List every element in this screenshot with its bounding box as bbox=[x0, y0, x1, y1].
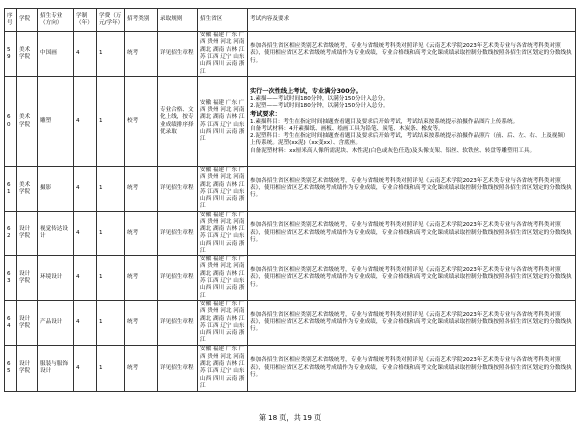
cell-seq: 61 bbox=[5, 167, 17, 212]
cell-duration: 4 bbox=[74, 345, 97, 391]
exam-title: 实行一次性线上考试，专业满分300分。 bbox=[250, 88, 362, 95]
cell-exam bbox=[248, 77, 576, 167]
cell-exam: 参加各招生省区相应类别艺术省级统考，专业与省级统考科类对照详见《云南艺术学院2023年艺术类专业与各省统考科类对照表》，使用相应省区艺术省级统考成绩作为专业成绩，专业合格线和高考文化课成绩录取控制分数线按照各招生省区划定的分数线执行。 bbox=[248, 300, 576, 345]
cell-provinces: 安徽 福建 广东 广西 贵州 河北 河南 湖北 湖南 吉林 江苏 江西 辽宁 山东 山西 四川 云南 浙江 bbox=[198, 77, 248, 167]
cell-rule: 详见招生章程 bbox=[158, 32, 198, 77]
cell-exam: 参加各招生省区相应类别艺术省级统考，专业与省级统考科类对照详见《云南艺术学院2023年艺术类专业与各省统考科类对照表》，使用相应省区艺术省级统考成绩作为专业成绩，专业合格线和高考文化课成绩录取控制分数线按照各招生省区划定的分数线执行。 bbox=[248, 167, 576, 212]
cell-seq: 59 bbox=[5, 32, 17, 77]
cell-college: 设计学院 bbox=[17, 345, 38, 391]
table-row bbox=[5, 256, 576, 301]
cell-exam: 参加各招生省区相应类别艺术省级统考，专业与省级统考科类对照详见《云南艺术学院2023年艺术类专业与各省统考科类对照表》，使用相应省区艺术省级统考成绩作为专业成绩，专业合格线和高考文化课成绩录取控制分数线按照各招生省区划定的分数线执行。 bbox=[248, 211, 576, 256]
exam-line: 2.泥塑——考试时间180分钟，以满分150分计入总分。 bbox=[250, 103, 389, 110]
cell-duration: 4 bbox=[74, 300, 97, 345]
admissions-table bbox=[4, 8, 576, 392]
header-duration: 学制（年） bbox=[74, 9, 97, 32]
cell-category: 统考 bbox=[125, 32, 158, 77]
cell-provinces: 安徽 福建 广东 广西 贵州 河北 河南 湖北 湖南 吉林 江苏 江西 辽宁 山东 山西 四川 云南 浙江 bbox=[198, 32, 248, 77]
cell-seq: 64 bbox=[5, 300, 17, 345]
cell-seq: 63 bbox=[5, 256, 17, 301]
cell-college: 美术学院 bbox=[17, 167, 38, 212]
cell-duration: 4 bbox=[74, 167, 97, 212]
exam-line: 考试要求： bbox=[250, 110, 281, 118]
cell-college: 设计学院 bbox=[17, 256, 38, 301]
cell-duration: 4 bbox=[74, 211, 97, 256]
cell-major: 产品设计 bbox=[38, 300, 74, 345]
exam-line: 1.素描科目：考生在指定时间抽题查看题目及要求后开始考试，考试结束按系统提示拍摄作品图片上传系统。 bbox=[250, 118, 519, 125]
table-row bbox=[5, 345, 576, 391]
table-row bbox=[5, 32, 576, 77]
cell-category: 统考 bbox=[125, 167, 158, 212]
header-exam: 考试内容及要求 bbox=[248, 9, 576, 32]
cell-rule: 专业合格、文化上线，按专业成绩排序择优录取 bbox=[158, 77, 198, 167]
cell-category: 统考 bbox=[125, 345, 158, 391]
exam-line: 2.泥塑科目：考生在指定时间抽题查看题目及要求后开始考试，考试结束按系统提示拍摄作品照片（前、后、左、右、上及视频）上传系统。泥塑(xx泥)（xx变xx）、含底座。 bbox=[250, 133, 569, 147]
header-admission-rule: 录取规则 bbox=[158, 9, 198, 32]
cell-category: 统考 bbox=[125, 211, 158, 256]
exam-line: 自备泥塑材料：xx厘米高人像所需泥块、木性泥(白色或灰色任选)及头像支架、铝丝、软铁丝、转盘等雕塑用工具。 bbox=[250, 147, 536, 154]
cell-college: 美术学院 bbox=[17, 32, 38, 77]
cell-rule: 详见招生章程 bbox=[158, 345, 198, 391]
cell-fee: 1 bbox=[97, 32, 125, 77]
page-prefix: 第 bbox=[258, 413, 267, 422]
cell-major: 环境设计 bbox=[38, 256, 74, 301]
table-header-row bbox=[5, 9, 576, 32]
cell-fee: 1 bbox=[97, 77, 125, 167]
cell-exam: 参加各招生省区相应类别艺术省级统考，专业与省级统考科类对照详见《云南艺术学院2023年艺术类专业与各省统考科类对照表》，使用相应省区艺术省级统考成绩作为专业成绩，专业合格线和高考文化课成绩录取控制分数线按照各招生省区划定的分数线执行。 bbox=[248, 32, 576, 77]
cell-college: 设计学院 bbox=[17, 300, 38, 345]
cell-fee: 1 bbox=[97, 167, 125, 212]
cell-duration: 4 bbox=[74, 32, 97, 77]
cell-rule: 详见招生章程 bbox=[158, 300, 198, 345]
table-row bbox=[5, 167, 576, 212]
cell-major: 服装与服饰设计 bbox=[38, 345, 74, 391]
cell-rule: 详见招生章程 bbox=[158, 211, 198, 256]
cell-major: 视觉传达设计 bbox=[38, 211, 74, 256]
cell-seq: 65 bbox=[5, 345, 17, 391]
header-seq: 序号 bbox=[5, 9, 17, 32]
cell-major: 摄影 bbox=[38, 167, 74, 212]
table-row bbox=[5, 211, 576, 256]
cell-provinces: 安徽 福建 广东 广西 贵州 河北 河南 湖北 湖南 吉林 江苏 江西 辽宁 山东 山西 四川 云南 浙江 bbox=[198, 300, 248, 345]
page-footer bbox=[0, 413, 580, 423]
page-total: 19 bbox=[302, 413, 312, 422]
cell-exam: 参加各招生省区相应类别艺术省级统考，专业与省级统考科类对照详见《云南艺术学院2023年艺术类专业与各省统考科类对照表》，使用相应省区艺术省级统考成绩作为专业成绩，专业合格线和高考文化课成绩录取控制分数线按照各招生省区划定的分数线执行。 bbox=[248, 256, 576, 301]
exam-line: 自备考试材料：4开素描纸、画板、绘画工具为铅笔、炭笔、木炭条、橡皮等。 bbox=[250, 125, 444, 132]
cell-exam: 参加各招生省区相应类别艺术省级统考，专业与省级统考科类对照详见《云南艺术学院2023年艺术类专业与各省统考科类对照表》，使用相应省区艺术省级统考成绩作为专业成绩，专业合格线和高考文化课成绩录取控制分数线按照各招生省区划定的分数线执行。 bbox=[248, 345, 576, 391]
cell-fee: 1 bbox=[97, 211, 125, 256]
cell-category: 统考 bbox=[125, 300, 158, 345]
cell-college: 设计学院 bbox=[17, 211, 38, 256]
cell-rule: 详见招生章程 bbox=[158, 256, 198, 301]
cell-rule: 详见招生章程 bbox=[158, 167, 198, 212]
header-college: 学院 bbox=[17, 9, 38, 32]
cell-provinces: 安徽 福建 广东 广西 贵州 河北 河南 湖北 湖南 吉林 江苏 江西 辽宁 山东 山西 四川 云南 浙江 bbox=[198, 345, 248, 391]
cell-provinces: 安徽 福建 广东 广西 贵州 河北 河南 湖北 湖南 吉林 江苏 江西 辽宁 山东 山西 四川 云南 浙江 bbox=[198, 211, 248, 256]
table-row bbox=[5, 300, 576, 345]
table-row bbox=[5, 77, 576, 167]
header-category: 招考类别 bbox=[125, 9, 158, 32]
cell-major: 中国画 bbox=[38, 32, 74, 77]
page-suffix: 页 bbox=[313, 413, 322, 422]
cell-fee: 1 bbox=[97, 256, 125, 301]
cell-seq: 60 bbox=[5, 77, 17, 167]
cell-category: 统考 bbox=[125, 256, 158, 301]
header-major: 招生专业（方向） bbox=[38, 9, 74, 32]
cell-major: 雕塑 bbox=[38, 77, 74, 167]
cell-fee: 1 bbox=[97, 300, 125, 345]
cell-college: 美术学院 bbox=[17, 77, 38, 167]
page-mid: 页，共 bbox=[279, 413, 301, 422]
header-fee: 学费（万元/学年） bbox=[97, 9, 125, 32]
page-number: 18 bbox=[268, 413, 278, 422]
cell-duration: 4 bbox=[74, 77, 97, 167]
cell-duration: 4 bbox=[74, 256, 97, 301]
cell-category: 校考 bbox=[125, 77, 158, 167]
exam-line: 1.素描——考试时间180分钟，以满分150分计入总分。 bbox=[250, 96, 389, 103]
cell-provinces: 安徽 福建 广东 广西 贵州 河北 河南 湖北 湖南 吉林 江苏 江西 辽宁 山东 山西 四川 云南 浙江 bbox=[198, 167, 248, 212]
header-provinces: 招生省区 bbox=[198, 9, 248, 32]
cell-provinces: 安徽 福建 广东 广西 贵州 河北 河南 湖北 湖南 吉林 江苏 江西 辽宁 山东 山西 四川 云南 浙江 bbox=[198, 256, 248, 301]
cell-fee: 1 bbox=[97, 345, 125, 391]
cell-seq: 62 bbox=[5, 211, 17, 256]
